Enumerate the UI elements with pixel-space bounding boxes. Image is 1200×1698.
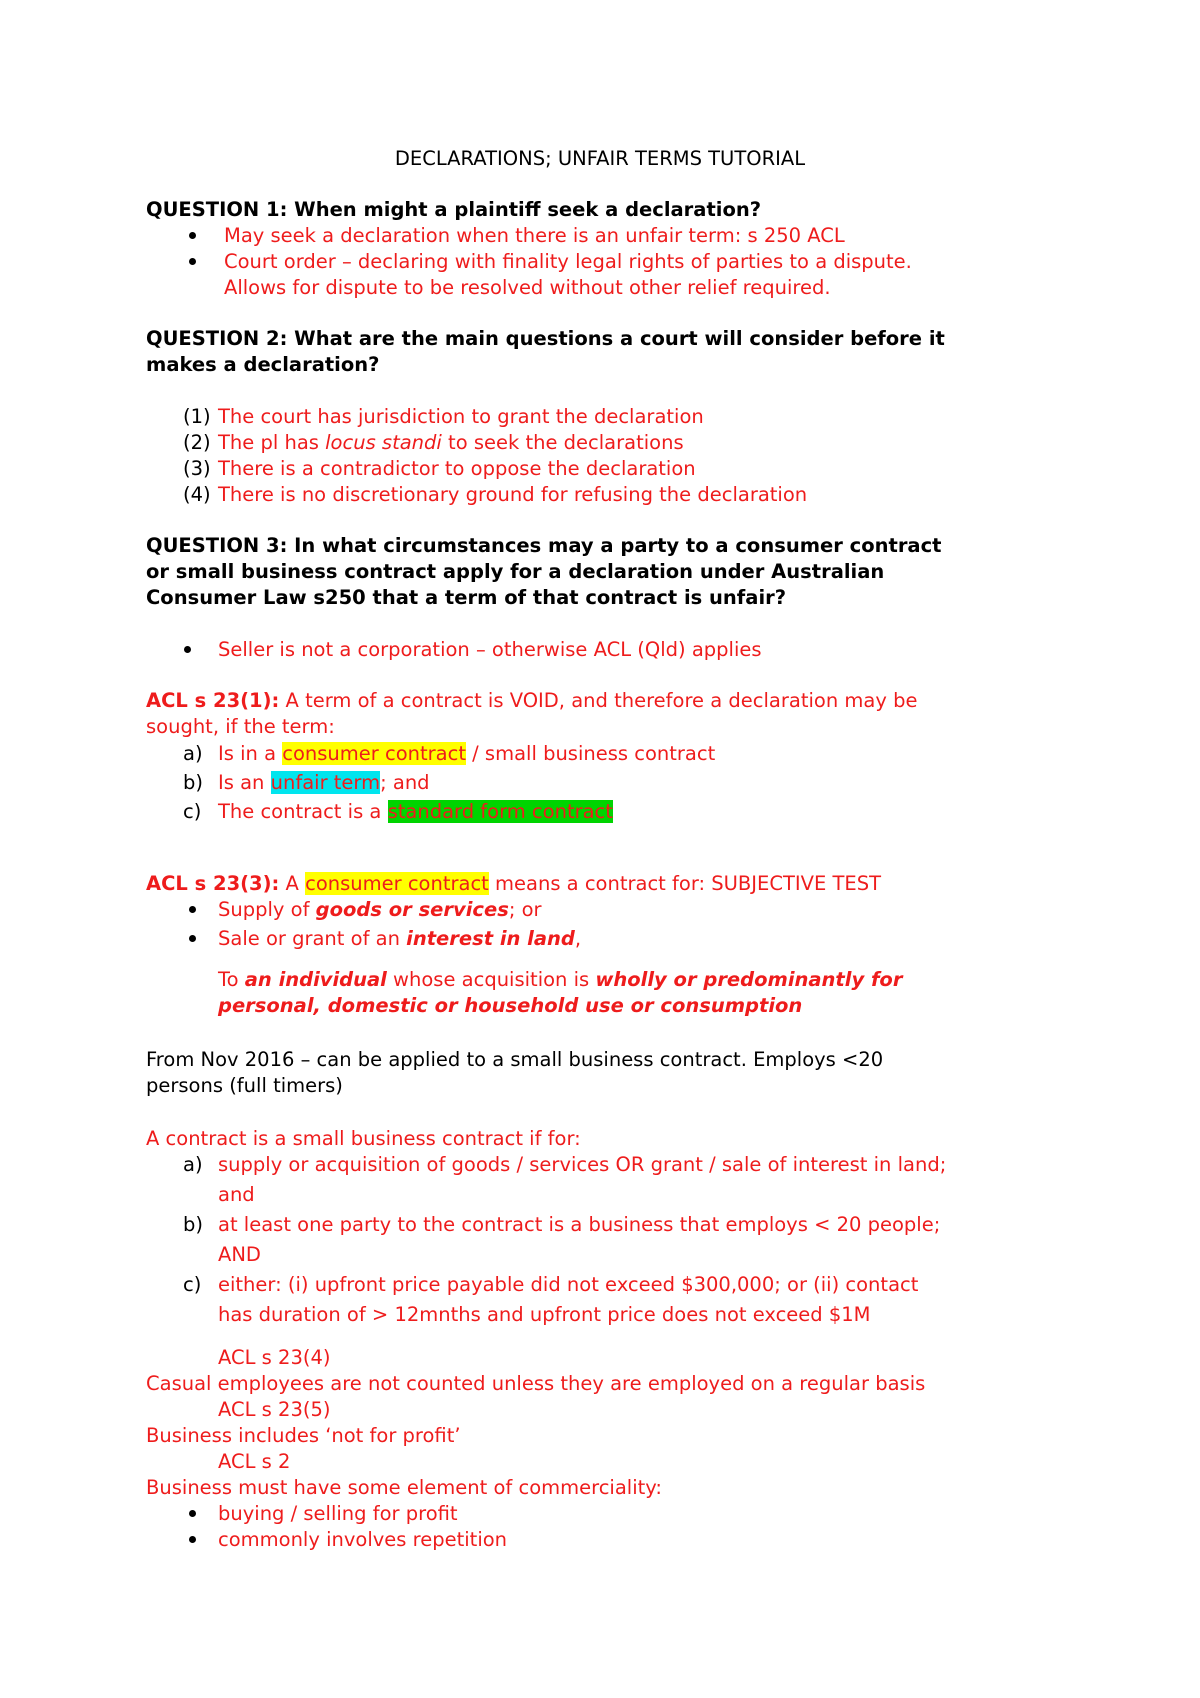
q1-bullet-2-continued: Allows for dispute to be resolved without other relief required.: [224, 276, 831, 299]
document-title: DECLARATIONS; UNFAIR TERMS TUTORIAL: [394, 147, 806, 170]
s23-3-to-bold2: wholly or predominantly for: [595, 968, 903, 991]
s23-3-b1-post: ; or: [508, 898, 542, 921]
q2-item-2-number: (2): [183, 431, 211, 454]
question-1: [146, 197, 761, 223]
highlight-consumer-contract: consumer contract: [282, 742, 466, 765]
s23-3-b2-pre: Sale or grant of an: [218, 927, 407, 950]
highlight-consumer-contract-2: consumer contract: [305, 872, 489, 895]
q2-item-1: The court has jurisdiction to grant the declaration: [218, 405, 704, 428]
sbc-a-label: a): [183, 1153, 203, 1176]
sbc-a-line-2: and: [218, 1183, 255, 1206]
s23-1-c-label: c): [183, 800, 202, 823]
q3-bullet: Seller is not a corporation – otherwise ACL (Qld) applies: [218, 638, 762, 661]
q2-item-4: There is no discretionary ground for refusing the declaration: [218, 483, 808, 506]
q2-item-2-italic: locus standi: [325, 431, 442, 454]
commerciality-bullet-1: buying / selling for profit: [218, 1502, 458, 1525]
sbc-b-label: b): [183, 1213, 203, 1236]
highlight-standard-form-contract: standard form contract: [387, 800, 613, 823]
s23-3-post: means a contract for: SUBJECTIVE TEST: [488, 872, 882, 895]
bullet-icon: [189, 935, 196, 942]
highlight-unfair-term: unfair term: [270, 771, 381, 794]
commerciality-bullet-2: commonly involves repetition: [218, 1528, 508, 1551]
s23-3-bullet-1: [218, 897, 542, 923]
s23-1-c: [218, 799, 613, 825]
bullet-icon: [189, 258, 196, 265]
q2-item-4-number: (4): [183, 483, 211, 506]
q2-item-2: [218, 430, 684, 456]
bullet-icon: [189, 1510, 196, 1517]
s23-1-heading: [146, 688, 917, 714]
bullet-icon: [189, 232, 196, 239]
question-2-label: QUESTION 2:: [146, 327, 288, 350]
s23-3-b1-pre: Supply of: [218, 898, 316, 921]
s23-3-to-pre: To: [218, 968, 245, 991]
s23-3-label: ACL s 23(3):: [146, 872, 280, 895]
sbc-c-line-1: either: (i) upfront price payable did not exceed $300,000; or (ii) contact: [218, 1273, 919, 1296]
ref-s2: ACL s 2: [218, 1450, 291, 1473]
s23-3-pre: A: [279, 872, 306, 895]
question-1-label: QUESTION 1:: [146, 198, 288, 221]
q2-item-3: There is a contradictor to oppose the declaration: [218, 457, 696, 480]
q2-item-3-number: (3): [183, 457, 211, 480]
nov-2016-line-1: From Nov 2016 – can be applied to a small business contract. Employs <20: [146, 1048, 884, 1071]
bullet-icon: [184, 646, 191, 653]
s23-3-b2-post: ,: [574, 927, 582, 950]
s23-1-a: [218, 741, 715, 767]
sbc-b-line-1: at least one party to the contract is a business that employs < 20 people;: [218, 1213, 941, 1236]
sbc-intro: A contract is a small business contract if for:: [146, 1127, 581, 1150]
s23-1-b-post: ; and: [380, 771, 430, 794]
ref-s23-4: ACL s 23(4): [218, 1346, 331, 1369]
question-3-text: In what circumstances may a party to a consumer contract: [287, 534, 942, 557]
s23-1-c-pre: The contract is a: [218, 800, 388, 823]
s23-1-b-pre: Is an: [218, 771, 271, 794]
q1-bullet-1: May seek a declaration when there is an unfair term: s 250 ACL: [224, 224, 845, 247]
q2-item-2-post: to seek the declarations: [441, 431, 684, 454]
s23-3-bullet-2: [218, 926, 581, 952]
sbc-b-line-2: AND: [218, 1243, 261, 1266]
question-2-text: What are the main questions a court will consider before it: [287, 327, 945, 350]
sbc-c-label: c): [183, 1273, 202, 1296]
s23-3-to-bold: an individual: [244, 968, 387, 991]
s23-3-b1-bold: goods or services: [315, 898, 509, 921]
q2-item-1-number: (1): [183, 405, 211, 428]
sbc-a-line-1: supply or acquisition of goods / services OR grant / sale of interest in land;: [218, 1153, 947, 1176]
s23-1-b-label: b): [183, 771, 203, 794]
q1-bullet-2: Court order – declaring with finality legal rights of parties to a dispute.: [224, 250, 912, 273]
s23-1-a-pre: Is in a: [218, 742, 283, 765]
question-3-label: QUESTION 3:: [146, 534, 288, 557]
q2-item-2-pre: The pl has: [218, 431, 326, 454]
question-2-line-2: makes a declaration?: [146, 353, 380, 376]
ref-s2-text: Business must have some element of commerciality:: [146, 1476, 662, 1499]
ref-s23-5: ACL s 23(5): [218, 1398, 331, 1421]
ref-s23-4-text: Casual employees are not counted unless they are employed on a regular basis: [146, 1372, 926, 1395]
question-3: [146, 533, 941, 559]
sbc-c-line-2: has duration of > 12mnths and upfront price does not exceed $1M: [218, 1303, 871, 1326]
s23-1-label: ACL s 23(1):: [146, 689, 280, 712]
bullet-icon: [189, 1536, 196, 1543]
s23-1-line-2: sought, if the term:: [146, 715, 335, 738]
s23-3-heading: [146, 871, 881, 897]
question-3-line-2: or small business contract apply for a declaration under Australian: [146, 560, 885, 583]
question-1-text: When might a plaintiff seek a declaration?: [287, 198, 762, 221]
s23-3-individual: [218, 967, 902, 993]
s23-1-a-label: a): [183, 742, 203, 765]
s23-1-b: [218, 770, 430, 796]
s23-1-text: A term of a contract is VOID, and therefore a declaration may be: [279, 689, 918, 712]
s23-3-individual-line-2: personal, domestic or household use or consumption: [218, 994, 803, 1017]
question-3-line-3: Consumer Law s250 that a term of that contract is unfair?: [146, 586, 787, 609]
nov-2016-line-2: persons (full timers): [146, 1074, 343, 1097]
s23-1-a-post: / small business contract: [465, 742, 716, 765]
bullet-icon: [189, 906, 196, 913]
s23-3-to-mid: whose acquisition is: [386, 968, 596, 991]
ref-s23-5-text: Business includes ‘not for profit’: [146, 1424, 461, 1447]
question-2: [146, 326, 945, 352]
s23-3-b2-bold: interest in land: [406, 927, 575, 950]
